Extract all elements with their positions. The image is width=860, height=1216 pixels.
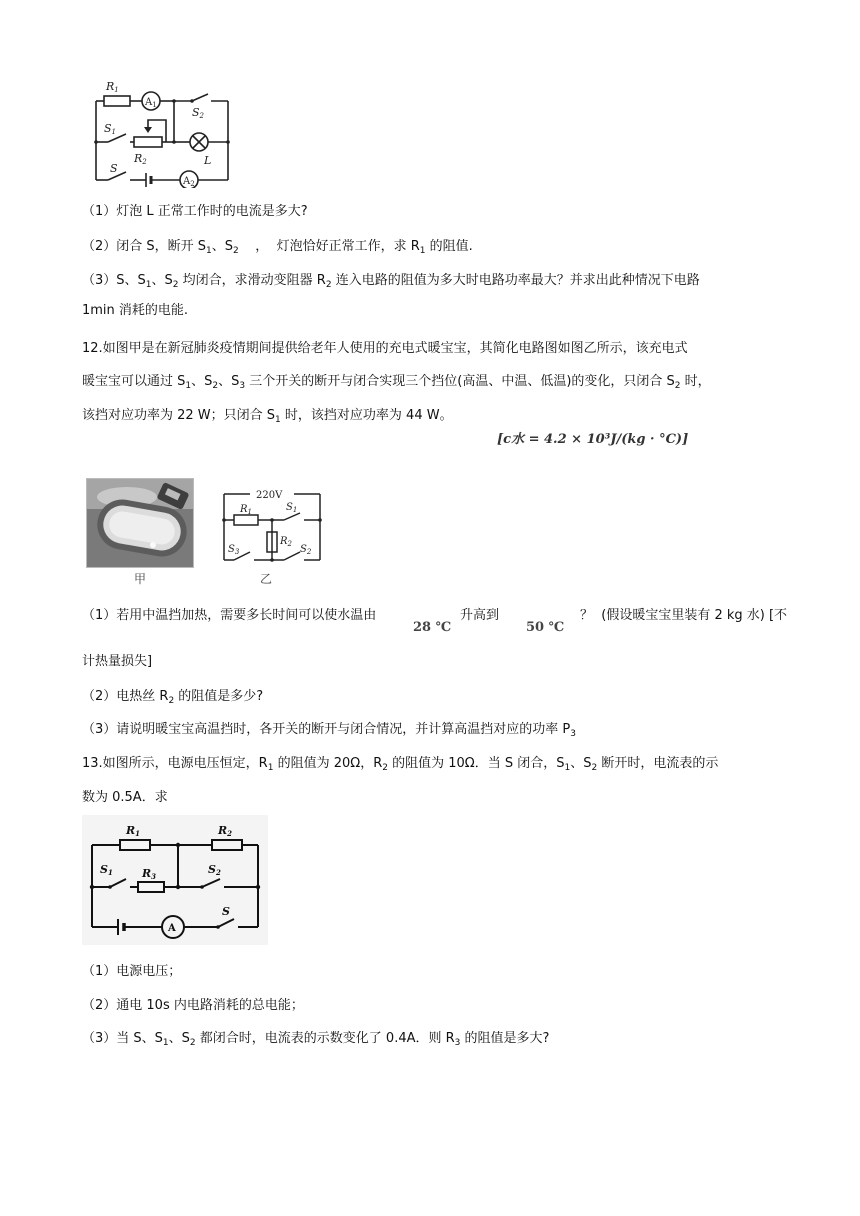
q12-stem-line2: 暖宝宝可以通过 $S_1$、$S_2$、$S_3$ 三个开关的断开与闭合实现三个挡位(高温、中温、低温)的变化，只闭合 $S_2$ 时， [82,374,711,391]
q13-label-s1: S1 [100,863,113,877]
q12-label-s3: $S_3$ [228,544,240,556]
q12-part2: （2）电热丝 $R_2$ 的阻值是多少? [82,689,264,706]
q12-part1: （1）若用中温挡加热，需要多长时间可以使水温由 [82,608,377,623]
q12-part1-line2: 计热量损失] [82,654,153,669]
q12-label-r1: $R_1$ [240,504,252,516]
q12-temp-end: 50 ℃ [526,620,565,635]
q12-voltage-label: 220V [256,490,283,501]
q11-label-s: S [110,162,118,175]
q12-part1-mid: 升高到 [460,608,500,623]
q12-stem-line1: 12.如图甲是在新冠肺炎疫情期间提供给老年人使用的充电式暖宝宝，其简化电路图如图乙所示，该充电式 [82,341,688,356]
q11-part1: （1）灯泡 L 正常工作时的电流是多大? [82,204,308,219]
q13-label-ammeter: A [168,923,176,934]
q12-photo-hand-warmer [86,478,194,568]
q11-label-s1: S1 [104,122,117,136]
q12-label-s2: $S_2$ [300,544,312,556]
q12-label-r2: $R_2$ [280,536,292,548]
q12-label-s1: $S_1$ [286,502,298,514]
q12-figure-b-label: 乙 [260,572,273,586]
q13-part1: （1）电源电压； [82,964,182,979]
q13-part3: （3）当 S、$S_1$、$S_2$ 都闭合时，电流表的示数变化了 0.4A．则 $R_3$ 的阻值是多大? [82,1031,550,1048]
q11-label-r1: R1 [106,80,119,94]
q12-circuit-diagram [220,484,324,568]
q11-part3-line2: 1min 消耗的电能. [82,303,189,318]
q12-part1-end: ？ (假设暖宝宝里装有 2 kg 水) [不 [580,608,788,623]
q11-circuit-diagram [88,76,236,188]
q13-label-r3: R3 [142,867,157,881]
q13-label-s: S [222,905,230,918]
q12-stem-line3: 该挡对应功率为 22 W；只闭合 $S_1$ 时，该挡对应功率为 44 W。 [82,408,453,425]
q11-part2: （2）闭合 S，断开 $S_1$、$S_2$ ， 灯泡恰好正常工作，求 $R_1$ 的阻值. [82,239,473,256]
q12-figure-a-label: 甲 [134,572,147,586]
q13-label-r2: R2 [218,824,233,838]
q13-stem-line2: 数为 0.5A．求 [82,790,168,805]
q13-part2: （2）通电 10s 内电路消耗的总电能； [82,998,304,1013]
q11-part3: （3）S、$S_1$、$S_2$ 均闭合，求滑动变阻器 $R_2$ 连入电路的阻值为多大时电路功率最大？并求出此种情况下电路 [82,273,700,290]
q12-specific-heat-formula: [c水 = 4.2 × 10³J/(kg · °C)] [497,432,689,447]
q13-circuit-diagram [82,815,268,945]
q11-label-a2: $A_2$ [183,176,195,188]
q12-temp-start: 28 ℃ [413,620,452,635]
q12-part3: （3）请说明暖宝宝高温挡时，各开关的断开与闭合情况，并计算高温挡对应的功率 $P_3$ [82,722,576,739]
q11-label-a1: $A_1$ [145,97,157,109]
q11-label-s2: S2 [192,106,205,120]
q13-stem-line1: 13.如图所示，电源电压恒定，$R_1$ 的阻值为 20Ω，$R_2$ 的阻值为 10Ω．当 S 闭合，$S_1$、$S_2$ 断开时，电流表的示 [82,756,719,773]
q11-label-r2: R2 [134,152,147,166]
q11-label-l: L [204,154,212,167]
q13-label-s2: S2 [208,863,221,877]
q13-label-r1: R1 [126,824,141,838]
